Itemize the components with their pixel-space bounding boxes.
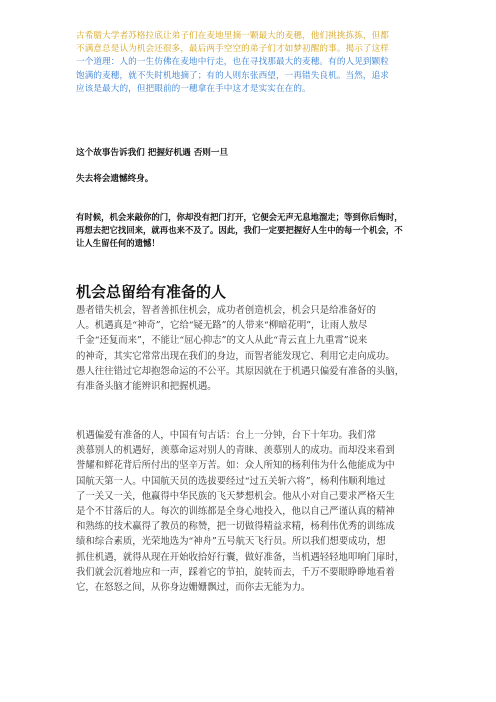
note-line: 让人生留任何的遗憾！	[76, 237, 160, 248]
body-line: 和熟练的技术赢得了教员的称赞，把一切做得精益求精，杨利伟优秀的训练成	[76, 521, 395, 533]
body-line: 人。机遇真是“神奇”，它给“疑无路”的人带来“柳暗花明”，让雨人敖尽	[76, 320, 368, 332]
body-line: 的神奇，其实它常常出现在我们的身边，而智者能发现它、利用它走向成功。	[76, 350, 395, 362]
body-line: 了一关又一关，他赢得中华民族的飞天梦想机会。他从小对自己要求严格天生	[76, 490, 395, 502]
body-line: 抓住机遇，就得从现在开始收拾好行囊，做好准备，当机遇轻轻地叩响门扉时，	[76, 551, 405, 563]
intro-line: 一个道理：人的一生仿佛在麦地中行走，也在寻找那最大的麦穗。有的人见到颗粒	[76, 57, 389, 68]
body-line: 誉耀和鲜花背后所付出的坚辛万苦。如：众人所知的杨利伟为什么他能成为中	[76, 460, 395, 472]
body-line: 它，在怒怒之间，从你身边姗姗飘过，而你去无能为力。	[76, 582, 311, 594]
body-line: 有准备头脑才能辨识和把握机遇。	[76, 381, 217, 393]
note-line: 有时候，机会来敲你的门，你却没有把门打开，它便会无声无息地溜走；等到你后悔时，	[76, 212, 403, 222]
intro-paragraph	[76, 30, 424, 96]
body-line: 愚人往往错过它却抱怨命运的不公平。其原因就在于机遇只偏爱有准备的头脑，	[76, 365, 405, 377]
body-line: 羡慕别人的机遇好，羡慕命运对别人的青睐、羡慕别人的成功。而却没来看到	[76, 445, 395, 457]
body-line: 愚者错失机会，智者善抓住机会，成功者创造机会，机会只是给准备好的	[76, 305, 377, 316]
body-line: 是个不甘落后的人。每次的训练都是全身心地投入，他以自己严谨认真的精神	[76, 506, 395, 518]
section-heading: 机会总留给有准备的人	[76, 283, 227, 301]
body-line: 国航天第一人。中国航天员的选拔要经过“过五关斩六将”，杨利伟顺利地过	[76, 475, 386, 487]
intro-line: 古希腊大学者苏格拉底让弟子们在麦地里摘一颗最大的麦穗，他们挑挑拣拣，但都	[76, 31, 389, 41]
intro-line: 不满意总是认为机会还很多，最后两手空空的弟子们才如梦初醒的事。揭示了这样	[76, 44, 389, 55]
body-line: 千金“还复而来”，不能让“屈心抑志”的文人从此“青云直上九重霄”说来	[76, 335, 368, 347]
intro-line: 饱满的麦穗，就不失时机地摘了；有的人则东张西望，一再错失良机。当然，追求	[76, 70, 389, 81]
body-paragraph-2	[76, 428, 426, 595]
body-line: 我们就会沉着地应和一声，踩着它的节拍，旋转而去，千万不要眼睁睁地看着	[76, 566, 395, 578]
body-line: 机遇偏爱有准备的人，中国有句古话：台上一分钟，台下十年功。我们常	[76, 430, 377, 441]
opportunity-note	[76, 211, 424, 249]
body-paragraph-1	[76, 303, 426, 394]
body-line: 绩和综合素质，光荣地选为“神舟”五号航天飞行员。所以我们想要成功，想	[76, 536, 386, 548]
regret-line: 失去将会遗憾终身。	[76, 174, 154, 184]
story-lesson-line: 这个故事告诉我们 把握好机遇 否则一旦	[76, 148, 229, 158]
intro-line: 应该是最大的，但把眼前的一穗拿在手中这才是实实在在的。	[76, 83, 311, 94]
note-line: 再想去把它找回来，就再也来不及了。因此，我们一定要把握好人生中的每一个机会，不	[76, 224, 403, 235]
